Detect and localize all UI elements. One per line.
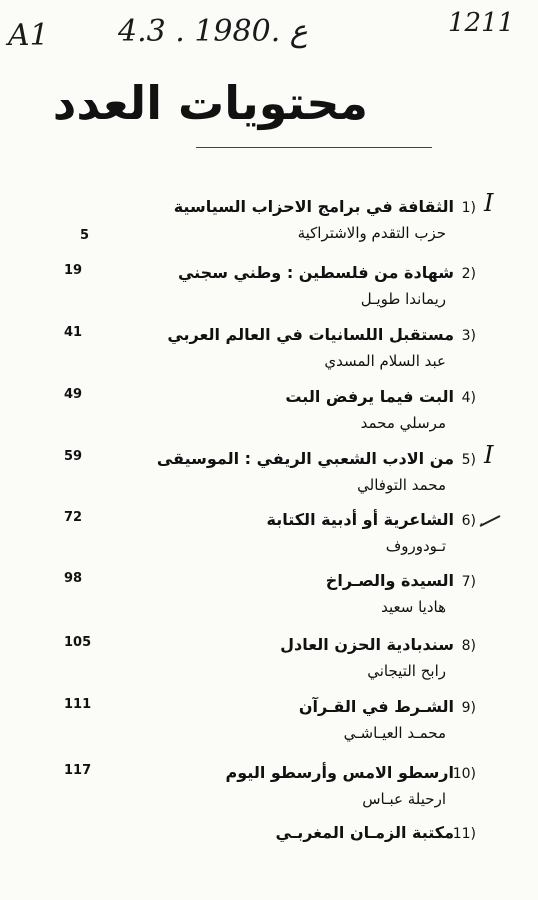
entry-title: البت فيما يرفض البت: [285, 387, 454, 406]
entry-author: ارحيلة عبـاس: [362, 790, 446, 808]
entry-title: ارسطو الامس وأرسطو اليوم: [225, 763, 454, 782]
entry-page: 72: [64, 510, 83, 525]
pencil-tick-icon: [478, 514, 502, 528]
entry-page: 41: [64, 325, 83, 340]
toc-entry-6: [0, 510, 538, 570]
entry-author: حزب التقدم والاشتراكية: [297, 224, 446, 242]
entry-number: 6): [461, 513, 476, 529]
entry-author: عبد السلام المسدي: [324, 352, 446, 370]
entry-number: 10): [452, 766, 476, 782]
entry-number: 3): [461, 328, 476, 344]
handwritten-corner-code: A1: [8, 18, 49, 53]
entry-author: محمـد العيـاشـي: [343, 724, 446, 742]
toc-entry-7: [0, 571, 538, 631]
title-underline: [196, 147, 432, 148]
entry-author: محمد التوفالي: [357, 476, 446, 494]
margin-mark: I: [484, 441, 494, 469]
entry-page: 105: [64, 635, 92, 650]
entry-author: تـودوروف: [385, 537, 446, 555]
entry-number: 7): [461, 574, 476, 590]
entry-title: السيدة والصـراخ: [325, 571, 454, 590]
toc-entry-11: [0, 823, 538, 883]
entry-author: ريماندا طويـل: [360, 290, 446, 308]
entry-title: مكتبة الزمـان المغربـي: [275, 823, 454, 842]
toc-entry-1: [0, 189, 538, 257]
toc-entry-3: [0, 325, 538, 385]
toc-entry-4: [0, 387, 538, 447]
entry-author: هاديا سعيد: [381, 598, 446, 616]
entry-page: 111: [64, 697, 92, 712]
margin-mark: I: [484, 189, 494, 217]
handwritten-number: 1211: [448, 8, 515, 38]
entry-number: 8): [461, 638, 476, 654]
toc-entry-5: [0, 441, 538, 509]
entry-title: سندبادية الحزن العادل: [280, 635, 454, 654]
entry-author: رابح التيجاني: [367, 662, 446, 680]
handwritten-date: 4.3 . ع .1980: [118, 14, 308, 49]
entry-title: الشاعرية أو أدبية الكتابة: [266, 510, 454, 529]
entry-page: 19: [64, 263, 83, 278]
entry-number: 4): [461, 390, 476, 406]
toc-entry-2: [0, 263, 538, 323]
entry-number: 5): [461, 452, 476, 468]
entry-title: شهادة من فلسطين : وطني سجني: [177, 263, 454, 282]
toc-entry-10: [0, 763, 538, 823]
entry-page: 5: [80, 228, 90, 243]
entry-page: 117: [64, 763, 92, 778]
entry-title: مستقبل اللسانيات في العالم العربي: [167, 325, 454, 344]
entry-title: من الادب الشعبي الريفي : الموسيقى: [156, 449, 454, 468]
page-title: محتويات العدد: [52, 76, 368, 130]
entry-number: 2): [461, 266, 476, 282]
entry-number: 1): [461, 200, 476, 216]
entry-page: 59: [64, 449, 83, 464]
entry-number: 9): [461, 700, 476, 716]
entry-author: مرسلي محمد: [360, 414, 446, 432]
toc-entry-9: [0, 697, 538, 757]
entry-number: 11): [452, 826, 476, 842]
entry-page: 98: [64, 571, 83, 586]
toc-entry-8: [0, 635, 538, 695]
entry-page: 49: [64, 387, 83, 402]
entry-title: الثقافة في برامج الاحزاب السياسية: [173, 197, 454, 216]
entry-title: الشـرط في القـرآن: [298, 697, 454, 716]
